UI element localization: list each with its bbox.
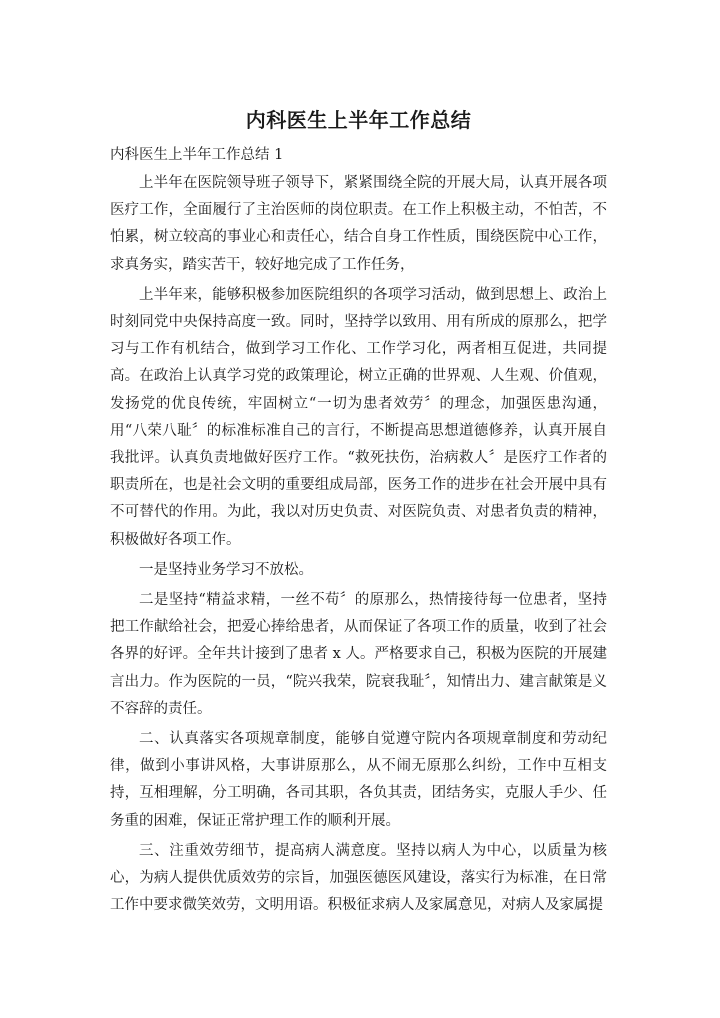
paragraph-1: 上半年在医院领导班子领导下，紧紧围绕全院的开展大局，认真开展各项医疗工作，全面履行了主治医师的岗位职责。在工作上积极主动，不怕苦，不怕累，树立较高的事业心和责任心，结合自身工作性质，围绕医院中心工作，求真务实，踏实苦干，较好地完成了工作任务， xyxy=(110,175,607,273)
paragraph-3: 一是坚持业务学习不放松。 xyxy=(139,561,313,578)
document-title: 内科医生上半年工作总结 xyxy=(245,108,472,132)
paragraph-4: 二是坚持“精益求精，一丝不苟〞的原那么，热情接待每一位患者，坚持把工作献给社会，把爱心捧给患者，从而保证了各项工作的质量，收到了社会各界的好评。全年共计接到了患者 x 人。严格要求自己，积极为医院的开展建言出力。作为医院的一员，“院兴我荣，院衰我耻〞，知情出力、建言献策是义不容辞的责任。 xyxy=(110,592,607,717)
document-subtitle: 内科医生上半年工作总结 1 xyxy=(110,147,284,163)
document-page xyxy=(110,106,607,922)
paragraph-2: 上半年来，能够积极参加医院组织的各项学习活动，做到思想上、政治上时刻同党中央保持高度一致。同时，坚持学以致用、用有所成的原那么，把学习与工作有机结合，做到学习工作化、工作学习化，两者相互促进，共同提高。在政治上认真学习党的政策理论，树立正确的世界观、人生观、价值观，发扬党的优良传统，牢固树立“一切为患者效劳〞的理念，加强医患沟通，用“八荣八耻〞的标准标准自己的言行，不断提高思想道德修养，认真开展自我批评。认真负责地做好医疗工作。“救死扶伤，治病救人〞是医疗工作者的职责所在，也是社会文明的重要组成局部，医务工作的进步在社会开展中具有不可替代的作用。为此，我以对历史负责、对医院负责、对患者负责的精神，积极做好各项工作。 xyxy=(110,286,607,548)
paragraph-5: 二、认真落实各项规章制度，能够自觉遵守院内各项规章制度和劳动纪律，做到小事讲风格，大事讲原那么，从不闹无原那么纠纷，工作中互相支持，互相理解，分工明确，各司其职，各负其责，团结务实，克服人手少、任务重的困难，保证正常护理工作的顺利开展。 xyxy=(110,731,607,829)
paragraph-6: 三、注重效劳细节，提高病人满意度。坚持以病人为中心，以质量为核心，为病人提供优质效劳的宗旨，加强医德医风建设，落实行为标准，在日常工作中要求微笑效劳，文明用语。积极征求病人及家属意见，对病人及家属提 xyxy=(110,842,607,914)
